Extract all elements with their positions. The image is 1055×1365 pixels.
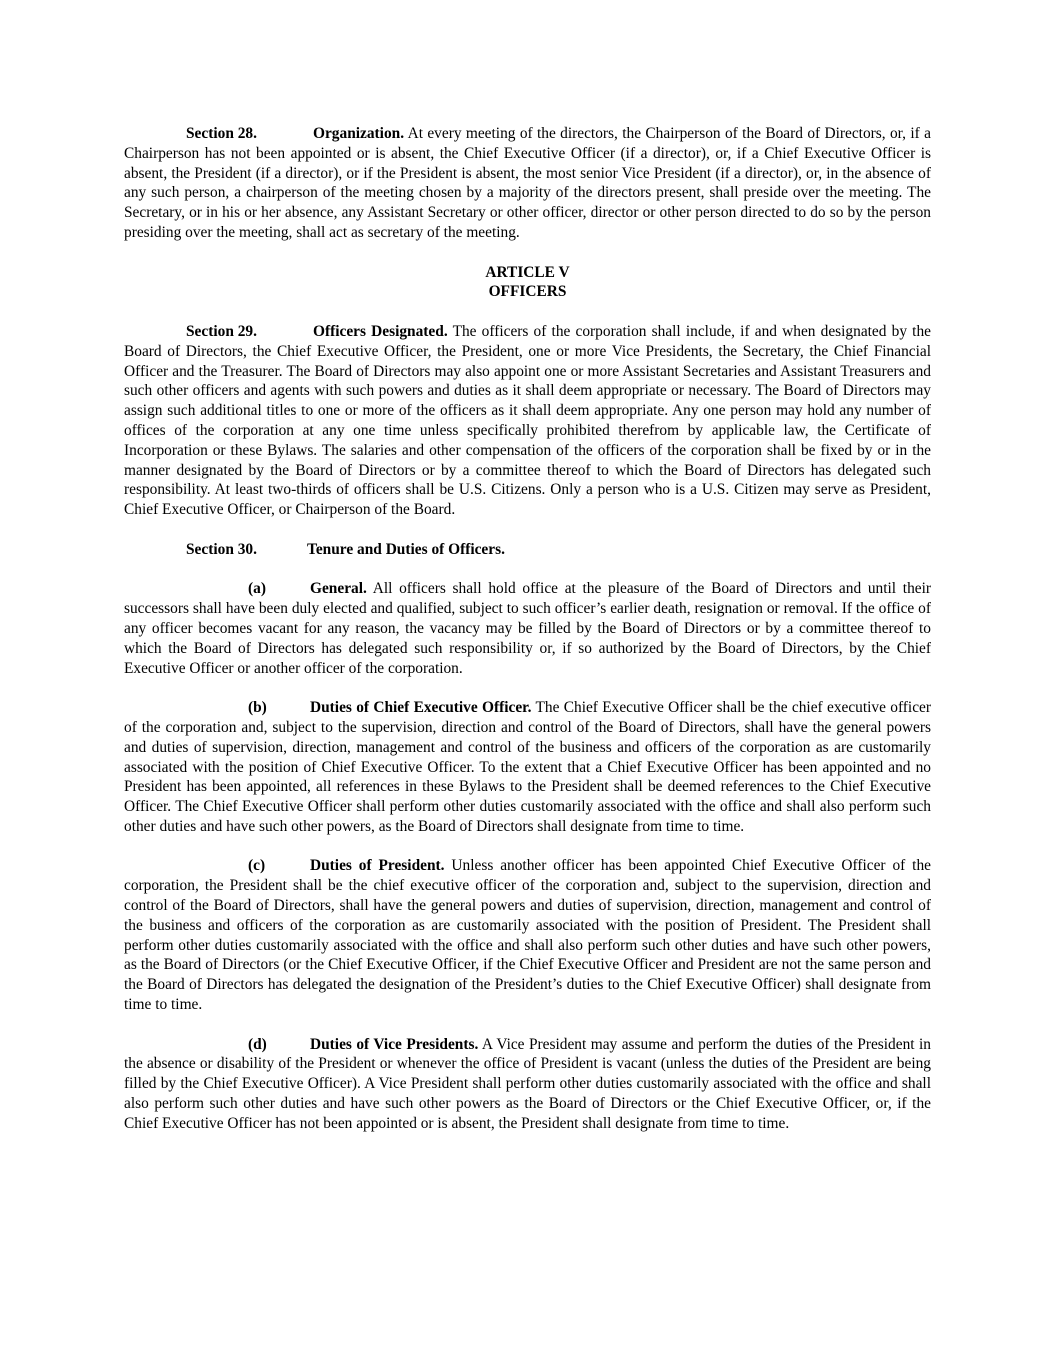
section-28-paragraph bbox=[124, 124, 931, 243]
article-heading bbox=[124, 263, 931, 303]
subsection-a-title: General. bbox=[310, 580, 367, 598]
subsection-c-title: Duties of President. bbox=[310, 857, 445, 875]
section-28-title: Organization. bbox=[313, 125, 405, 142]
subsection-a-paragraph bbox=[124, 579, 931, 678]
section-29-title: Officers Designated. bbox=[313, 322, 448, 340]
subsection-d-body: A Vice President may assume and perform the duties of the President in the absence or disability of the President or whenever the office of President is vacant (unless the duties of the President are being filled by the Chief Executive Officer). A Vice President shall perform other duties customarily associated with the office and shall also perform such other duties and have such other powers as the Board of Directors or the Chief Executive Officer, or, if the Chief Executive Officer has not been appointed or is absent, the President shall designate from time to time. bbox=[124, 1035, 931, 1132]
section-28-number: Section 28. bbox=[186, 125, 257, 142]
subsection-b-paragraph bbox=[124, 698, 931, 837]
article-title: OFFICERS bbox=[488, 283, 567, 301]
subsection-c-paragraph bbox=[124, 856, 931, 1014]
section-30-number: Section 30. bbox=[186, 540, 257, 558]
subsection-a-body: All officers shall hold office at the pleasure of the Board of Directors and until their successors shall have been duly elected and qualified, subject to such officer’s earlier death, resignation or removal. If the office of any officer becomes vacant for any reason, the vacancy may be filled by the Board of Directors or by a committee thereof to which the Board of Directors has delegated such responsibility or, if so authorized by the Board of Directors, by the Chief Executive Officer or another officer of the corporation. bbox=[124, 580, 931, 677]
section-28-body: At every meeting of the directors, the Chairperson of the Board of Directors, or, if a Chairperson has not been appointed or is absent, the Chief Executive Officer (if a director), or, if a Chief Executive Officer is absent, the President (if a director), or if the President is absent, the most senior Vice President (if a director), or, in the absence of any such person, a chairperson of the meeting chosen by a majority of the directors present, shall preside over the meeting. The Secretary, or in his or her absence, any Assistant Secretary or other officer, director or other person directed to do so by the person presiding over the meeting, shall act as secretary of the meeting. bbox=[124, 125, 931, 241]
subsection-b-number: (b) bbox=[248, 699, 267, 717]
section-30-heading bbox=[124, 540, 931, 560]
subsection-b-body: The Chief Executive Officer shall be the chief executive officer of the corporation and, subject to the supervision, direction and control of the Board of Directors, shall have the general powers and duties of supervision, direction, management and control of the business and officers of the corporation as are customarily associated with the position of Chief Executive Officer. To the extent that a Chief Executive Officer has been appointed and no President has been appointed, all references in these Bylaws to the President shall be deemed references to the Chief Executive Officer. The Chief Executive Officer shall perform other duties customarily associated with the office and shall also perform such other duties and have such other powers, as the Board of Directors shall designate from time to time. bbox=[124, 699, 931, 835]
section-29-number: Section 29. bbox=[186, 322, 257, 340]
article-number: ARTICLE V bbox=[485, 263, 570, 281]
subsection-c-number: (c) bbox=[248, 857, 266, 875]
section-29-paragraph bbox=[124, 322, 931, 520]
subsection-b-title: Duties of Chief Executive Officer. bbox=[310, 699, 532, 717]
subsection-a-number: (a) bbox=[248, 580, 266, 598]
subsection-d-paragraph bbox=[124, 1035, 931, 1134]
subsection-d-title: Duties of Vice Presidents. bbox=[310, 1035, 479, 1053]
section-30-title: Tenure and Duties of Officers. bbox=[307, 540, 505, 558]
subsection-c-body: Unless another officer has been appointed Chief Executive Officer of the corporation, the President shall be the chief executive officer of the corporation and, subject to the supervision, direction and control of the Board of Directors, shall have the general powers and duties of supervision, direction, management and control of the business and officers of the corporation as are customarily associated with the position of President. The President shall perform other duties customarily associated with the office and shall also perform such other duties and have such other powers, as the Board of Directors (or the Chief Executive Officer, if the Chief Executive Officer and President are not the same person and the Board of Directors has delegated the designation of the President’s duties to the Chief Executive Officer) shall designate from time to time. bbox=[124, 857, 931, 1014]
subsection-d-number: (d) bbox=[248, 1035, 267, 1053]
document-page bbox=[124, 124, 931, 1134]
section-29-body: The officers of the corporation shall include, if and when designated by the Board of Directors, the Chief Executive Officer, the President, one or more Vice Presidents, the Secretary, the Chief Financial Officer and the Treasurer. The Board of Directors may also appoint one or more Assistant Secretaries and Assistant Treasurers and such other officers and agents with such powers and duties as it shall deem appropriate or necessary. The Board of Directors may assign such additional titles to one or more of the officers as it shall deem appropriate. Any one person may hold any number of offices of the corporation at any one time unless specifically prohibited therefrom by applicable law, the Certificate of Incorporation or these Bylaws. The salaries and other compensation of the officers of the corporation shall be fixed by or in the manner designated by the Board of Directors or by a committee thereof to which the Board of Directors has delegated such responsibility. At least two-thirds of officers shall be U.S. Citizens. Only a person who is a U.S. Citizen may serve as President, Chief Executive Officer, or Chairperson of the Board. bbox=[124, 322, 931, 519]
